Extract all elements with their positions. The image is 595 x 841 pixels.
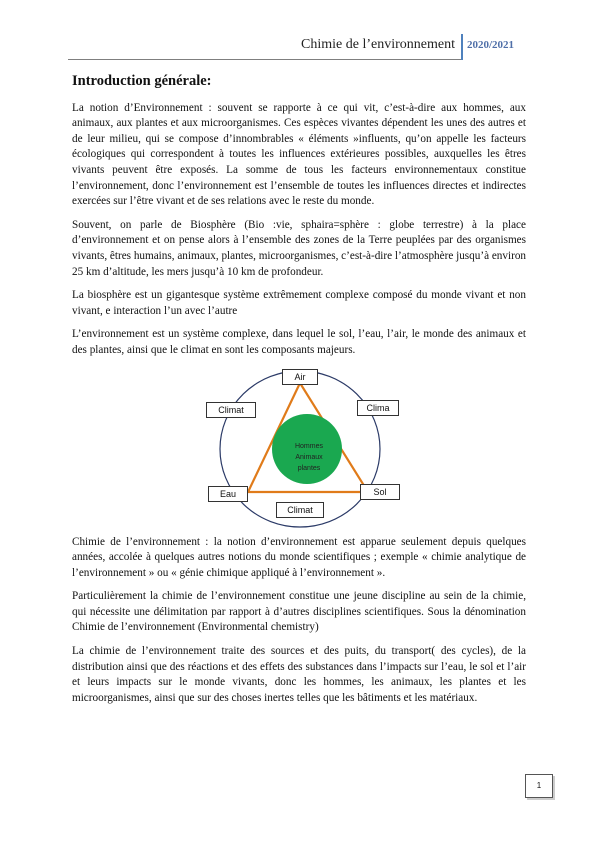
center-hommes: Hommes [294,442,323,450]
label-clima-right: Clima [357,400,399,416]
page-content [72,74,526,714]
paragraph-composants: L’environnement est un système complexe, dans lequel le sol, l’eau, l’air, le monde des animaux et des plantes, ainsi que le climat en sont les composants majeurs. [72,328,526,356]
paragraph-environnement: La notion d’Environnement : souvent se rapporte à ce qui vit, c’est-à-dire aux hommes, aux animaux, aux plantes et aux microorganismes. Ces espèces vivantes dépendent les unes des autres et de leur milieu, qui se compose d’innombrables « éléments »influents, qu’on appelle les facteurs écologiques qui correspondent à toutes les influences extérieures possibles, auxquelles les êtres vivants peuvent être exposés. La somme de tous les facteurs environnementaux constitue l’environnement, donc l’environnement est l’ensemble de toutes les influences directes et indirectes exercées sur l’être vivant et de ses relations avec le reste du monde. [72,101,526,208]
paragraph-discipline: Particulièrement la chimie de l’environnement constitue une jeune discipline au sein de la chimie, qui nécessite une délimitation par rapport à d’autres disciplines scientifiques. Sous la dénomination Chimie de l’environnement (Environmental chemistry) [72,590,526,634]
header-rule [68,59,461,60]
paragraph-systeme: La biosphère est un gigantesque système extrêmement complexe composé du monde vivant et non vivant, e interaction l’un avec l’autre [72,289,526,317]
paragraph-biosphere: Souvent, on parle de Biosphère (Bio :vie, sphaira=sphère : globe terrestre) à la place d’environnement et on pense alors à l’ensemble des zones de la Terre peuplées par des organismes vivants, êtres humains, animaux, plantes, microorganismes, c’est-à-dire l’atmosphère jusqu’à environ 25 km d’altitude, les mers jusqu’à 10 km de profondeur. [72,218,527,278]
section-title: Introduction générale: [72,73,212,89]
paragraph-chimie-definition: Chimie de l’environnement : la notion d’environnement est apparue seulement depuis quelques années, accolée à quelques autres notions du monde scientifiques ; exemple « chimie analytique de l’environnement » ou « génie chimique appliqué à l’environnement ». [72,535,526,579]
label-air: Air [282,369,318,385]
header-title: Chimie de l’environnement [301,37,455,52]
label-sol: Sol [360,484,400,500]
environment-diagram [72,369,526,529]
page-number: 1 [525,774,553,798]
paragraph-sources: La chimie de l’environnement traite des sources et des puits, du transport( des cycles), de la distribution ainsi que des réactions et des effets des substances dans l’impacts sur l’eau, le sol et l’air et leurs impacts sur le monde vivants, donc les hommes, les animaux, les plantes et les microorganismes, ainsi que sur des choses inertes telles que les bâtiments et les matériaux. [72,645,526,704]
header-divider [461,34,463,60]
header-year: 2020/2021 [467,39,515,51]
label-climat-left: Climat [206,402,256,418]
label-eau: Eau [208,486,248,502]
center-animaux: Animaux [295,453,323,461]
center-label [273,441,345,474]
center-plantes: plantes [297,464,321,472]
label-climat-bottom: Climat [276,502,324,518]
